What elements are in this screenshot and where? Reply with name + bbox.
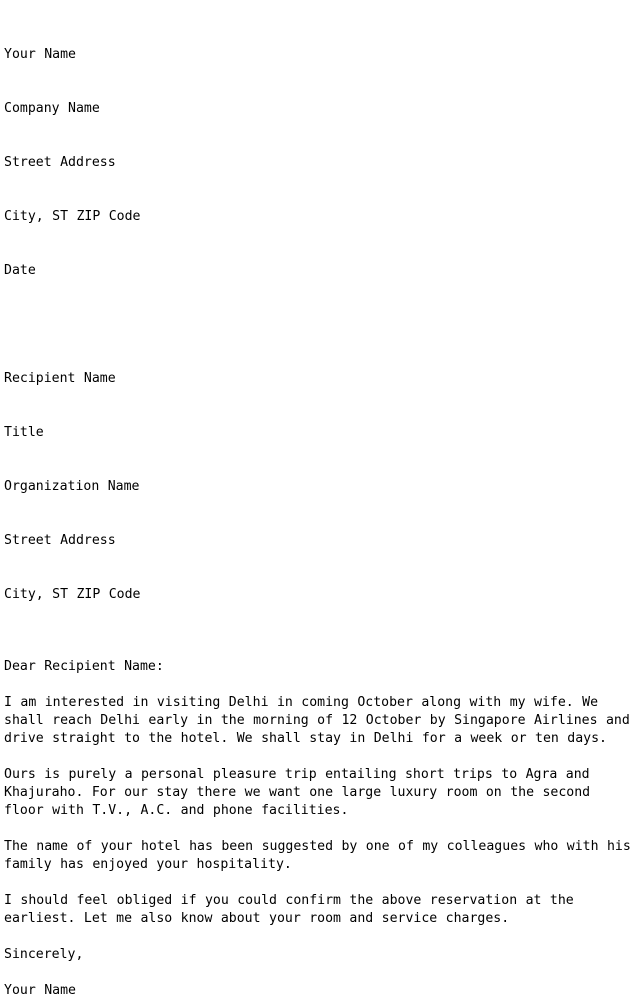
body-paragraph-4: I should feel obliged if you could confirm the above reservation at the earliest. Let me also know about your room and service charges.: [4, 893, 583, 926]
body-paragraph-1: I am interested in visiting Delhi in coming October along with my wife. We shall reach Delhi early in the morning of 12 October by Singapore Airlines and drive straight to the hotel. We shall stay in Delhi for a week or ten days.: [4, 695, 639, 746]
salutation: Dear Recipient Name:: [4, 659, 164, 674]
spacer-after-salutation: [4, 676, 634, 694]
spacer-after-sender: [4, 316, 634, 334]
body-paragraph-3: The name of your hotel has been suggested by one of my colleagues who with his family has enjoyed your hospitality.: [4, 839, 640, 872]
spacer-4: [4, 928, 634, 946]
recipient-city-state-zip: City, ST ZIP Code: [4, 587, 141, 602]
recipient-title: Title: [4, 425, 44, 440]
recipient-address-block: [4, 334, 634, 640]
sender-company: Company Name: [4, 101, 100, 116]
sender-name: Your Name: [4, 47, 76, 62]
spacer-5: [4, 964, 634, 982]
spacer-3: [4, 874, 634, 892]
signature-name: Your Name: [4, 983, 76, 998]
sender-city-state-zip: City, ST ZIP Code: [4, 209, 141, 224]
sender-street-address: Street Address: [4, 155, 116, 170]
body-paragraph-2: Ours is purely a personal pleasure trip entailing short trips to Agra and Khajuraho. For our stay there we want one large luxury room on the second floor with T.V., A.C. and phone facilities.: [4, 767, 599, 818]
spacer-1: [4, 748, 634, 766]
letter-date: Date: [4, 263, 36, 278]
closing: Sincerely,: [4, 947, 84, 962]
recipient-street-address: Street Address: [4, 533, 116, 548]
sender-address-block: [4, 10, 634, 316]
recipient-name: Recipient Name: [4, 371, 116, 386]
recipient-organization: Organization Name: [4, 479, 140, 494]
spacer-after-recipient: [4, 640, 634, 658]
spacer-2: [4, 820, 634, 838]
